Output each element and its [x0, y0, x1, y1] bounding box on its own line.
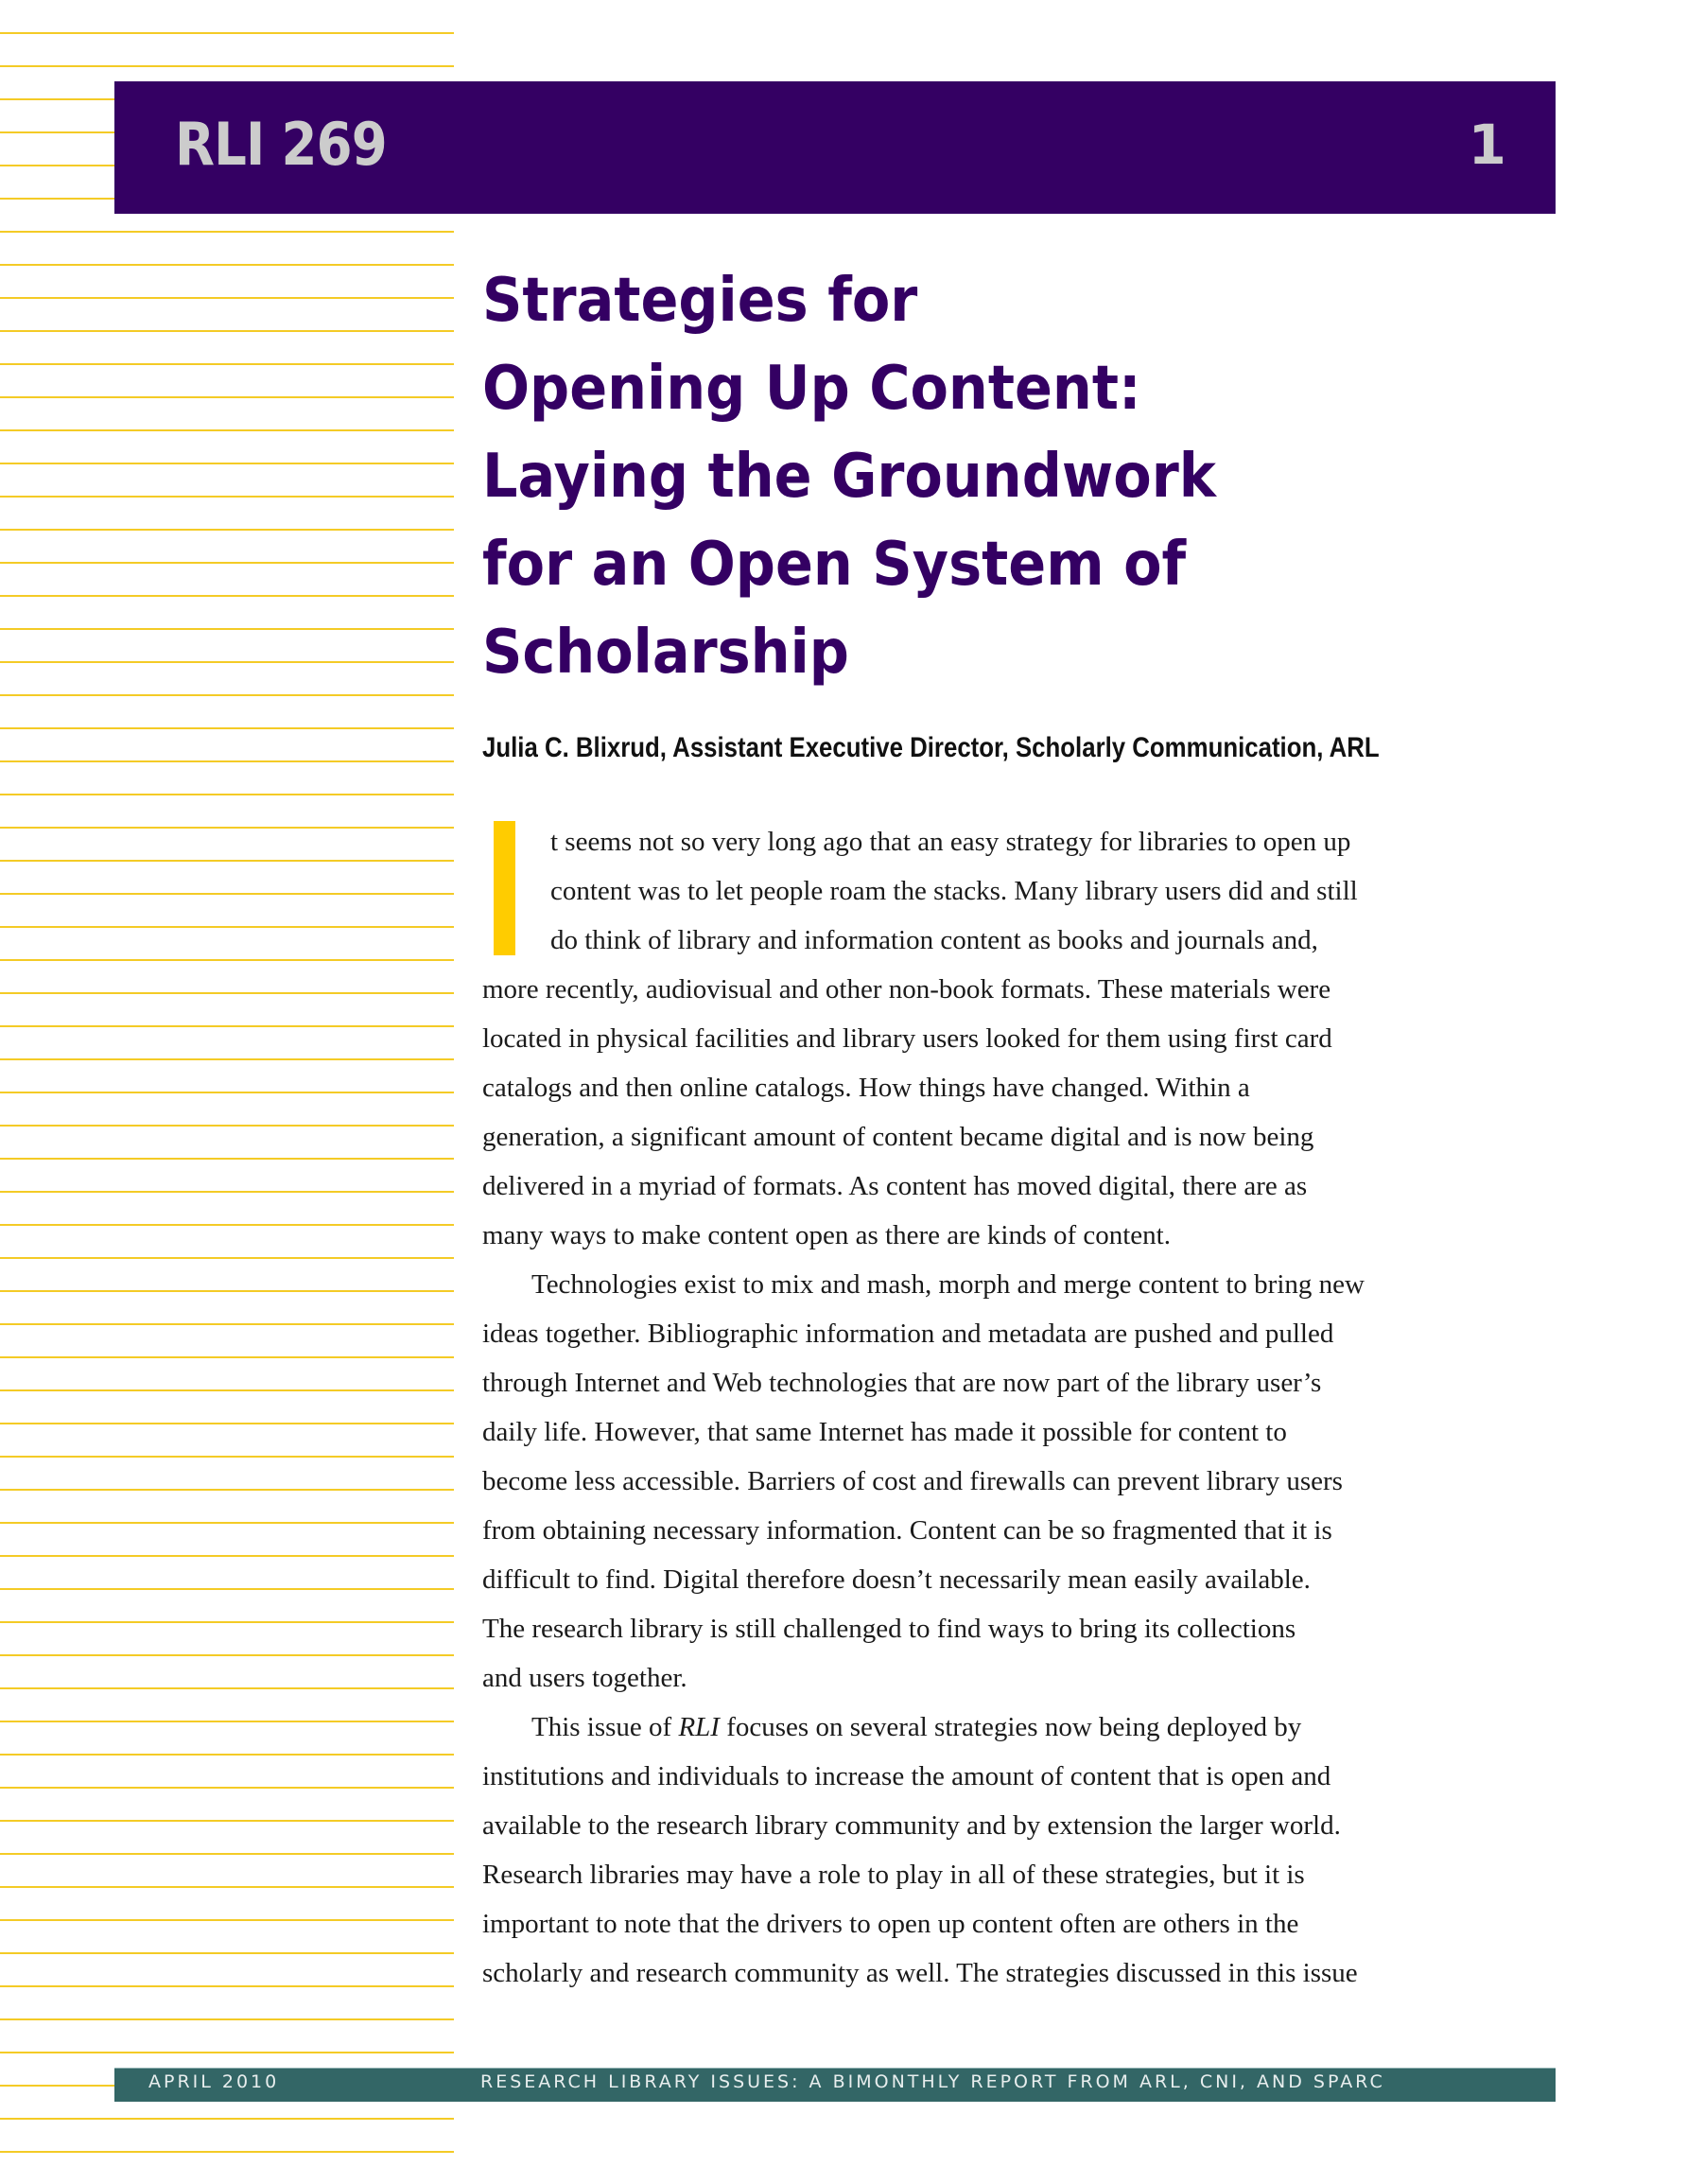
margin-rule-line: [0, 330, 454, 332]
margin-rule-line: [0, 463, 454, 464]
margin-rule-line: [0, 1257, 454, 1259]
margin-rule-line: [0, 1423, 454, 1424]
body-line: delivered in a myriad of formats. As content has moved digital, there are as: [482, 1171, 1308, 1201]
margin-rule-line: [0, 1853, 454, 1855]
margin-rule-line: [0, 661, 454, 663]
margin-rule-line: [0, 1224, 454, 1226]
margin-rule-line: [0, 1092, 454, 1093]
margin-rules: [0, 0, 454, 2184]
margin-rule-line: [0, 1290, 454, 1292]
body-line: become less accessible. Barriers of cost and firewalls can prevent library users: [482, 1466, 1343, 1496]
margin-rule-line: [0, 231, 454, 233]
body-line-text: focuses on several strategies now being deployed by: [719, 1712, 1302, 1742]
margin-rule-line: [0, 65, 454, 67]
body-line: do think of library and information content as books and journals and,: [550, 925, 1318, 955]
title-line: Opening Up Content:: [482, 354, 1141, 424]
margin-rule-line: [0, 1025, 454, 1027]
margin-rule-line: [0, 429, 454, 431]
body-line: difficult to find. Digital therefore doesn’t necessarily mean easily available.: [482, 1564, 1311, 1595]
rli-italic: RLI: [678, 1712, 720, 1742]
margin-rule-line: [0, 562, 454, 564]
issue-date: APRIL 2010: [148, 2071, 280, 2092]
body-line: generation, a significant amount of content became digital and is now being: [482, 1122, 1314, 1152]
margin-rule-line: [0, 1191, 454, 1193]
body-line: catalogs and then online catalogs. How things have changed. Within a: [482, 1073, 1250, 1103]
body-line: The research library is still challenged to find ways to bring its collections: [482, 1614, 1296, 1644]
margin-rule-line: [0, 1058, 454, 1060]
margin-rule-line: [0, 1721, 454, 1722]
publication-name: RESEARCH LIBRARY ISSUES: A BIMONTHLY REPORT FROM ARL, CNI, AND SPARC: [480, 2071, 1385, 2092]
body-line: and users together.: [482, 1663, 687, 1693]
title-line: for an Open System of: [482, 530, 1187, 600]
margin-rule-line: [0, 1787, 454, 1789]
margin-rule-line: [0, 959, 454, 961]
margin-rule-line: [0, 1489, 454, 1491]
margin-rule-line: [0, 694, 454, 696]
margin-rule-line: [0, 297, 454, 299]
margin-rule-line: [0, 827, 454, 829]
body-line: more recently, audiovisual and other non-book formats. These materials were: [482, 974, 1331, 1005]
margin-rule-line: [0, 1158, 454, 1160]
margin-rule-line: [0, 2018, 454, 2020]
body-line: from obtaining necessary information. Content can be so fragmented that it is: [482, 1515, 1332, 1546]
margin-rule-line: [0, 1356, 454, 1358]
margin-rule-line: [0, 1687, 454, 1689]
margin-rule-line: [0, 1456, 454, 1458]
margin-rule-line: [0, 628, 454, 630]
margin-rule-line: [0, 1820, 454, 1822]
body-line: t seems not so very long ago that an easy strategy for libraries to open up: [550, 827, 1351, 857]
title-line: Scholarship: [482, 618, 849, 688]
body-line: many ways to make content open as there are kinds of content.: [482, 1220, 1171, 1250]
margin-rule-line: [0, 396, 454, 398]
margin-rule-line: [0, 926, 454, 928]
margin-rule-line: [0, 2052, 454, 2053]
margin-rule-line: [0, 1654, 454, 1656]
author-byline: Julia C. Blixrud, Assistant Executive Director, Scholarly Communication, ARL: [482, 732, 1380, 763]
body-line: important to note that the drivers to open up content often are others in the: [482, 1909, 1299, 1939]
issue-label: RLI 269: [175, 110, 387, 179]
margin-rule-line: [0, 264, 454, 266]
body-line: content was to let people roam the stacks. Many library users did and still: [550, 876, 1358, 906]
margin-rule-line: [0, 1621, 454, 1623]
margin-rule-line: [0, 32, 454, 34]
margin-rule-line: [0, 893, 454, 895]
publication-footer-bar: [114, 2068, 1556, 2102]
body-line-text: This issue of: [531, 1712, 679, 1742]
margin-rule-line: [0, 760, 454, 762]
title-line: Strategies for: [482, 266, 918, 336]
drop-cap-letter-i: [494, 821, 515, 955]
margin-rule-line: [0, 1919, 454, 1921]
margin-rule-line: [0, 2151, 454, 2153]
margin-rule-line: [0, 727, 454, 729]
margin-rule-line: [0, 1588, 454, 1590]
body-line: through Internet and Web technologies that are now part of the library user’s: [482, 1368, 1322, 1398]
body-line: located in physical facilities and library users looked for them using first card: [482, 1023, 1332, 1054]
margin-rule-line: [0, 860, 454, 862]
body-line: [531, 1710, 1301, 1744]
margin-rule-line: [0, 595, 454, 597]
margin-rule-line: [0, 363, 454, 365]
body-line: daily life. However, that same Internet has made it possible for content to: [482, 1417, 1287, 1447]
body-line: scholarly and research community as well. The strategies discussed in this issue: [482, 1958, 1358, 1988]
margin-rule-line: [0, 1555, 454, 1557]
body-line: Technologies exist to mix and mash, morph and merge content to bring new: [531, 1269, 1365, 1300]
body-line: Research libraries may have a role to play in all of these strategies, but it is: [482, 1860, 1305, 1890]
margin-rule-line: [0, 529, 454, 531]
margin-rule-line: [0, 2118, 454, 2120]
margin-rule-line: [0, 1323, 454, 1325]
margin-rule-line: [0, 1754, 454, 1756]
article-title: [482, 257, 1522, 697]
margin-rule-line: [0, 1952, 454, 1954]
margin-rule-line: [0, 1886, 454, 1888]
margin-rule-line: [0, 496, 454, 498]
margin-rule-line: [0, 1522, 454, 1524]
margin-rule-line: [0, 1125, 454, 1127]
page-number: 1: [1468, 113, 1506, 177]
issue-header-bar: [114, 81, 1556, 214]
body-line: institutions and individuals to increase the amount of content that is open and: [482, 1761, 1331, 1791]
margin-rule-line: [0, 1389, 454, 1391]
margin-rule-line: [0, 1985, 454, 1987]
margin-rule-line: [0, 992, 454, 994]
title-line: Laying the Groundwork: [482, 442, 1216, 512]
body-line: available to the research library community and by extension the larger world.: [482, 1810, 1341, 1841]
margin-rule-line: [0, 794, 454, 795]
body-line: ideas together. Bibliographic information and metadata are pushed and pulled: [482, 1319, 1334, 1349]
